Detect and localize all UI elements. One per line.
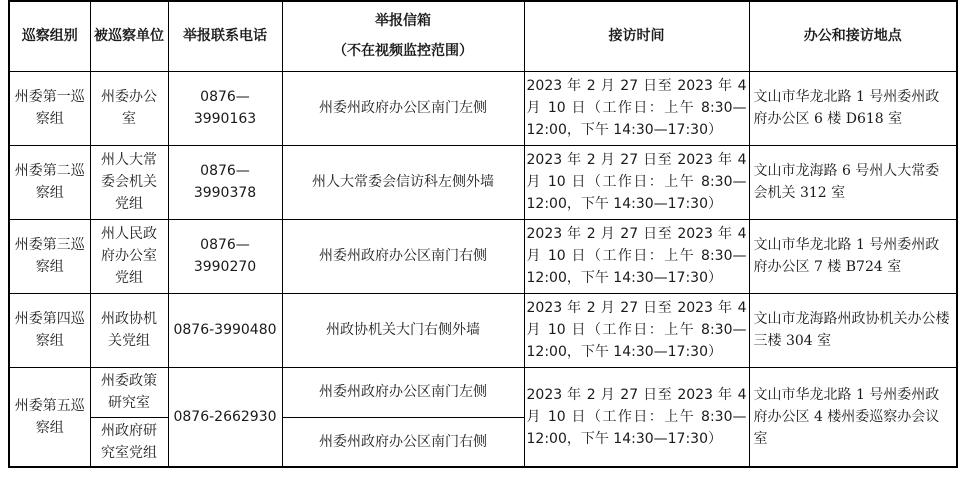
unit-cell: 州政协机关党组 (90, 293, 168, 367)
table-row (9, 145, 957, 219)
time-cell: 2023 年 2 月 27 日至 2023 年 4 月 10 日（工作日：上午 8:30—12:00，下午 14:30—17:30） (524, 367, 749, 467)
group-cell: 州委第二巡察组 (9, 145, 90, 219)
time-cell: 2023 年 2 月 27 日至 2023 年 4 月 10 日（工作日：上午 8:30—12:00，下午 14:30—17:30） (524, 219, 749, 293)
phone-cell: 0876-2662930 (168, 367, 282, 467)
header-group: 巡察组别 (9, 1, 90, 71)
table-row (9, 219, 957, 293)
header-time: 接访时间 (524, 1, 749, 71)
mailbox-cell: 州委州政府办公区南门右侧 (282, 219, 524, 293)
group-cell: 州委第一巡察组 (9, 71, 90, 145)
mailbox-cell: 州政协机关大门右侧外墙 (282, 293, 524, 367)
unit-cell: 州人民政府办公室党组 (90, 219, 168, 293)
group-cell: 州委第四巡察组 (9, 293, 90, 367)
group-cell: 州委第五巡察组 (9, 367, 90, 467)
inspection-schedule-table (8, 0, 958, 468)
table-row (9, 71, 957, 145)
unit-cell: 州人大常委会机关党组 (90, 145, 168, 219)
header-row (9, 1, 957, 71)
location-cell: 文山市龙海路 6 号州人大常委会机关 312 室 (749, 145, 957, 219)
header-mailbox-title: 举报信箱 (375, 13, 431, 30)
header-phone: 举报联系电话 (168, 1, 282, 71)
unit-cell: 州政府研究室党组 (90, 417, 168, 467)
unit-cell: 州委政策研究室 (90, 367, 168, 417)
header-unit: 被巡察单位 (90, 1, 168, 71)
time-cell: 2023 年 2 月 27 日至 2023 年 4 月 10 日（工作日：上午 8:30—12:00，下午 14:30—17:30） (524, 145, 749, 219)
location-cell: 文山市龙海路州政协机关办公楼三楼 304 室 (749, 293, 957, 367)
time-cell: 2023 年 2 月 27 日至 2023 年 4 月 10 日（工作日：上午 8:30—12:00，下午 14:30—17:30） (524, 293, 749, 367)
location-cell: 文山市华龙北路 1 号州委州政府办公区 7 楼 B724 室 (749, 219, 957, 293)
location-cell: 文山市华龙北路 1 号州委州政府办公区 6 楼 D618 室 (749, 71, 957, 145)
mailbox-cell: 州人大常委会信访科左侧外墙 (282, 145, 524, 219)
mailbox-cell: 州委州政府办公区南门左侧 (282, 367, 524, 417)
phone-cell: 0876-3990480 (168, 293, 282, 367)
unit-cell: 州委办公室 (90, 71, 168, 145)
mailbox-cell: 州委州政府办公区南门左侧 (282, 71, 524, 145)
header-mailbox (282, 1, 524, 71)
time-cell: 2023 年 2 月 27 日至 2023 年 4 月 10 日（工作日：上午 8:30—12:00，下午 14:30—17:30） (524, 71, 749, 145)
group-cell: 州委第三巡察组 (9, 219, 90, 293)
mailbox-cell: 州委州政府办公区南门右侧 (282, 417, 524, 467)
header-mailbox-note: （不在视频监控范围） (333, 43, 473, 60)
location-cell: 文山市华龙北路 1 号州委州政府办公区 4 楼州委巡察办会议室 (749, 367, 957, 467)
table-row (9, 293, 957, 367)
table-row (9, 367, 957, 417)
phone-cell: 0876—3990163 (168, 71, 282, 145)
phone-cell: 0876—3990270 (168, 219, 282, 293)
phone-cell: 0876—3990378 (168, 145, 282, 219)
header-location: 办公和接访地点 (749, 1, 957, 71)
